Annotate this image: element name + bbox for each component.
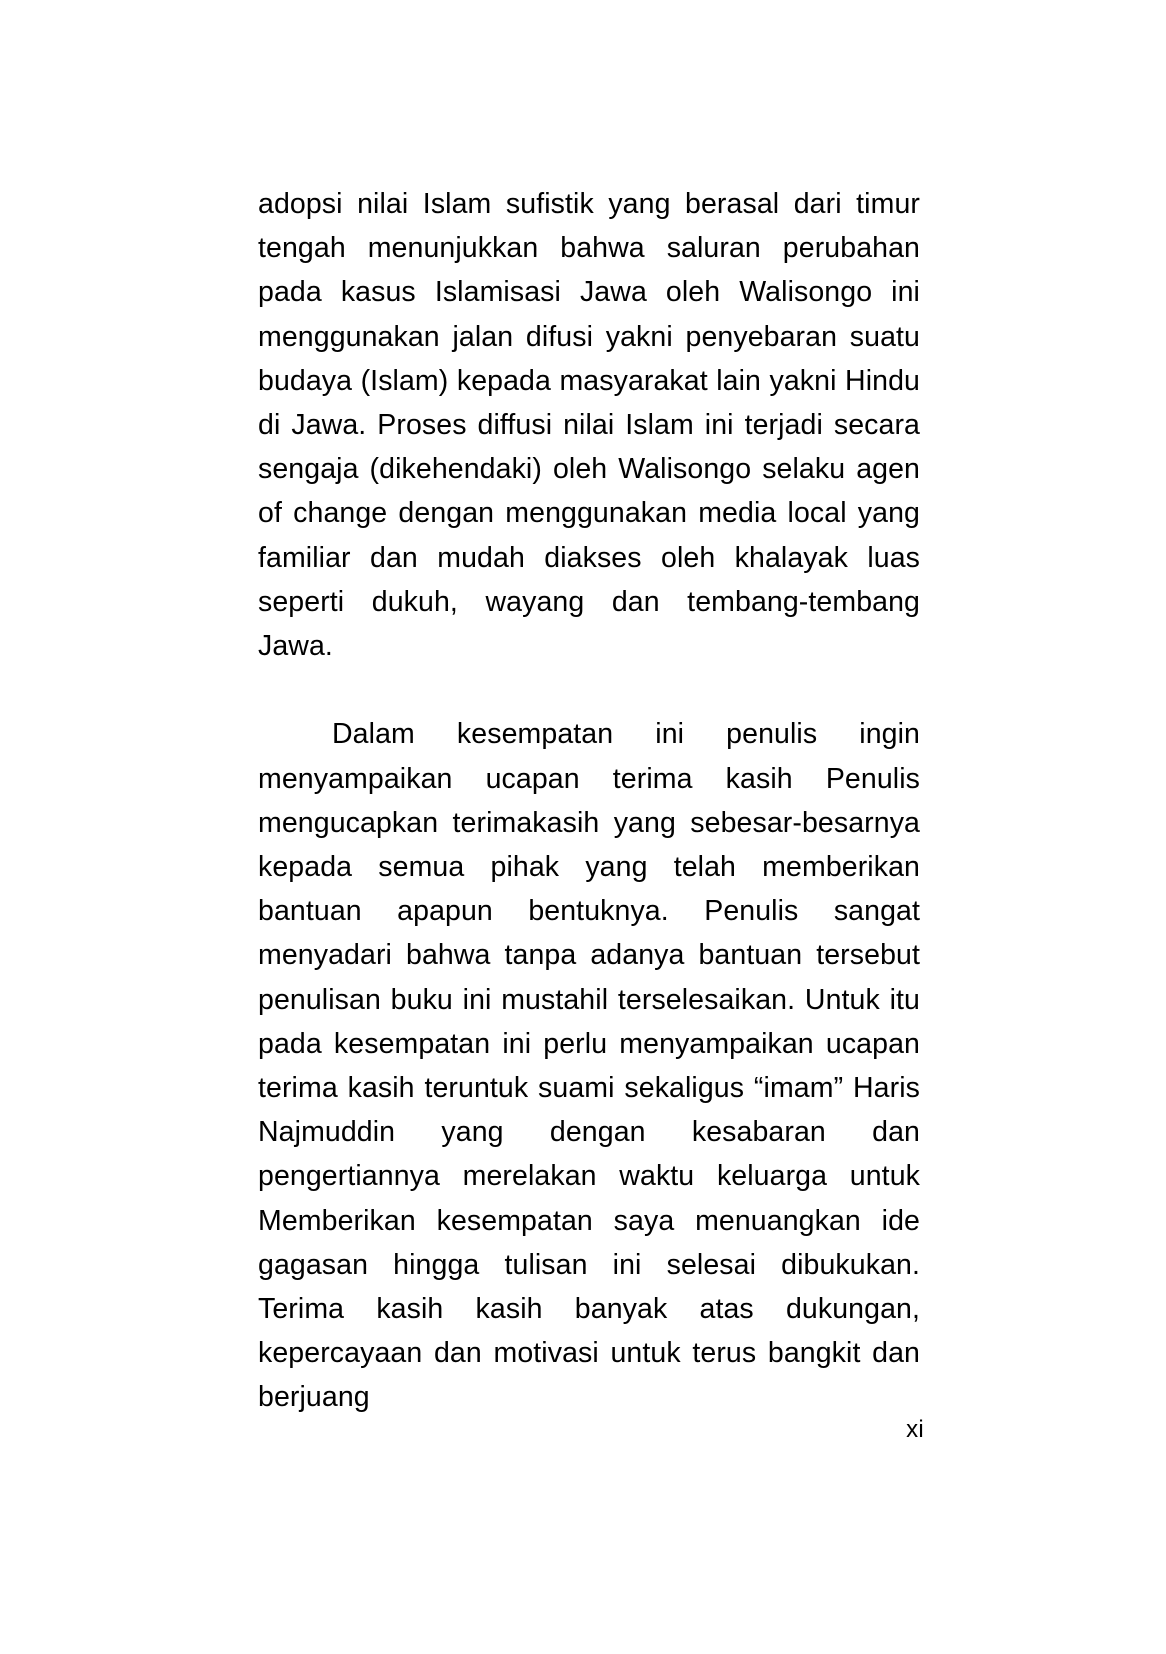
page-number-value: xi <box>906 1416 924 1443</box>
body-paragraph-1: adopsi nilai Islam sufistik yang berasal dari timur tengah menunjukkan bahwa saluran perubahan pada kasus Islamisasi Jawa oleh Walisongo ini menggunakan jalan difusi yakni penyebaran suatu budaya (Islam) kepada masyarakat lain yakni Hindu di Jawa. Proses diffusi nilai Islam ini terjadi secara sengaja (dikehendaki) oleh Walisongo selaku agen of change dengan menggunakan media local yang familiar dan mudah diakses oleh khalayak luas seperti dukuh, wayang dan tembang-tembang Jawa. <box>258 188 920 663</box>
body-paragraph-2: Dalam kesempatan ini penulis ingin menyampaikan ucapan terima kasih Penulis mengucapkan terimakasih yang sebesar-besarnya kepada semua pihak yang telah memberikan bantuan apapun bentuknya. Penulis sangat menyadari bahwa tanpa adanya bantuan tersebut penulisan buku ini mustahil terselesaikan. Untuk itu pada kesempatan ini perlu menyampaikan ucapan terima kasih teruntuk suami sekaligus “imam” Haris Najmuddin yang dengan kesabaran dan pengertiannya merelakan waktu keluarga untuk Memberikan kesempatan saya menuangkan ide gagasan hingga tulisan ini selesai dibukukan. Terima kasih kasih banyak atas dukungan, kepercayaan dan motivasi untuk terus bangkit dan berjuang <box>258 718 920 1414</box>
page-body-text <box>258 182 920 1464</box>
